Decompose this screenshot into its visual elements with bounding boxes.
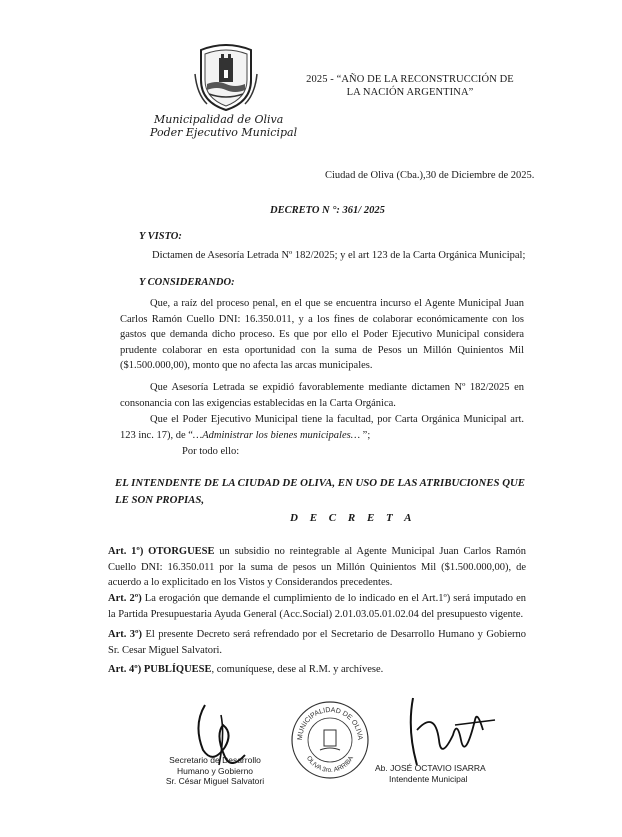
considerando-para-2: Que Asesoría Letrada se expidió favorablemente mediante dictamen Nº 182/2025 en consonancia con las exigencias establecidas en la Carta Orgánica.	[120, 382, 524, 409]
decree-title: DECRETO N °: 361/ 2025	[270, 205, 385, 216]
municipality-line-1: Municipalidad de Oliva	[154, 113, 284, 126]
seal-bottom-text: OLIVA 3ro. ARRIBA	[304, 755, 356, 775]
article-4	[108, 662, 526, 678]
article-2-text: La erogación que demande el cumplimiento de lo indicado en el Art.1º) será imputado en la Partida Presupuestaria Ayuda General (Acc.Social) 2.01.03.05.01.02.04 del presupuesto vigente.	[108, 593, 526, 620]
article-4-label: Art. 4º)	[108, 664, 142, 675]
municipal-seal	[290, 700, 370, 780]
considerando-para-4: Por todo ello:	[182, 446, 240, 457]
year-title-line-2: LA NACIÓN ARGENTINA”	[346, 87, 474, 98]
considerando-heading: Y CONSIDERANDO:	[139, 277, 235, 288]
left-signature-block	[165, 755, 265, 787]
article-3-label: Art. 3º)	[108, 629, 143, 640]
para-3-start: Que el Poder Ejecutivo Municipal tiene la facultad, por Carta Orgánica Municipal art. 123 inc. 17), de “	[120, 414, 524, 441]
municipal-crest-icon	[193, 44, 259, 112]
article-1-text: un subsidio no reintegrable al Agente Municipal Juan Carlos Ramón Cuello DNI: 16.350.011 por la suma de pesos un Millón Quinientos Mil ($1.500.000,00), de acuerdo a lo explicitado en los Vistos y Considerandos precedentes.	[108, 546, 527, 588]
decreta-heading: D E C R E T A	[290, 512, 416, 524]
article-4-lead: PUBLÍQUESE	[143, 664, 212, 675]
article-3-text: El presente Decreto será refrendado por el Secretario de Desarrollo Humano y Gobierno Sr. Cesar Miguel Salvatori.	[108, 629, 527, 656]
article-2	[108, 591, 526, 622]
considerando-para-1: Que, a raíz del proceso penal, en el que se encuentra incurso el Agente Municipal Juan Carlos Ramón Cuello DNI: 16.350.011, y a los fines de colaborar económicamente con los gastos que demanda dicho proceso. Es que por ello el Poder Ejecutivo Municipal considera prudente colaborar en esta oportunidad con la suma de Pesos un Millón Quinientos Mil ($1.500.000,00), monto que no afecta las arcas municipales.	[120, 298, 524, 371]
right-signature-block	[375, 763, 535, 784]
date-line: Ciudad de Oliva (Cba.),30 de Diciembre de 2025.	[325, 170, 535, 181]
year-title	[300, 73, 520, 99]
visto-text: Dictamen de Asesoría Letrada Nº 182/2025; y el art 123 de la Carta Orgánica Municipal;	[152, 250, 526, 261]
article-4-text: , comuníquese, dese al R.M. y archívese.	[211, 664, 384, 675]
municipality-line-2: Poder Ejecutivo Municipal	[150, 126, 298, 139]
right-sig-line-1: Ab. JOSÉ OCTAVIO ISARRA	[375, 763, 486, 773]
para-3-quote: …Administrar los bienes municipales…	[192, 429, 361, 441]
considerando-para-3	[120, 412, 524, 443]
para-3-end: ”;	[360, 429, 371, 441]
left-sig-line-3: Sr. César Miguel Salvatori	[165, 776, 265, 786]
svg-text:OLIVA 3ro. ARRIBA	[305, 755, 355, 775]
article-1	[108, 544, 526, 591]
left-sig-line-1: Secretario de Desarrollo	[169, 755, 261, 765]
seal-top-text: MUNICIPALIDAD DE OLIVA	[296, 706, 364, 741]
article-2-label: Art. 2º)	[108, 593, 142, 604]
right-sig-line-2: Intendente Municipal	[389, 773, 468, 784]
svg-text:MUNICIPALIDAD DE OLIVA	[297, 707, 363, 741]
municipality-name	[150, 113, 350, 139]
year-title-line-1: 2025 - “AÑO DE LA RECONSTRUCCIÓN DE	[306, 74, 514, 85]
visto-heading: Y VISTO:	[139, 231, 182, 242]
article-3	[108, 627, 526, 658]
left-sig-line-2: Humano y Gobierno	[176, 765, 254, 776]
article-1-label: Art. 1º)	[108, 546, 144, 557]
article-1-lead: OTORGUESE	[148, 546, 215, 557]
intendente-statement: EL INTENDENTE DE LA CIUDAD DE OLIVA, EN USO DE LAS ATRIBUCIONES QUE LE SON PROPIAS,	[115, 477, 525, 506]
